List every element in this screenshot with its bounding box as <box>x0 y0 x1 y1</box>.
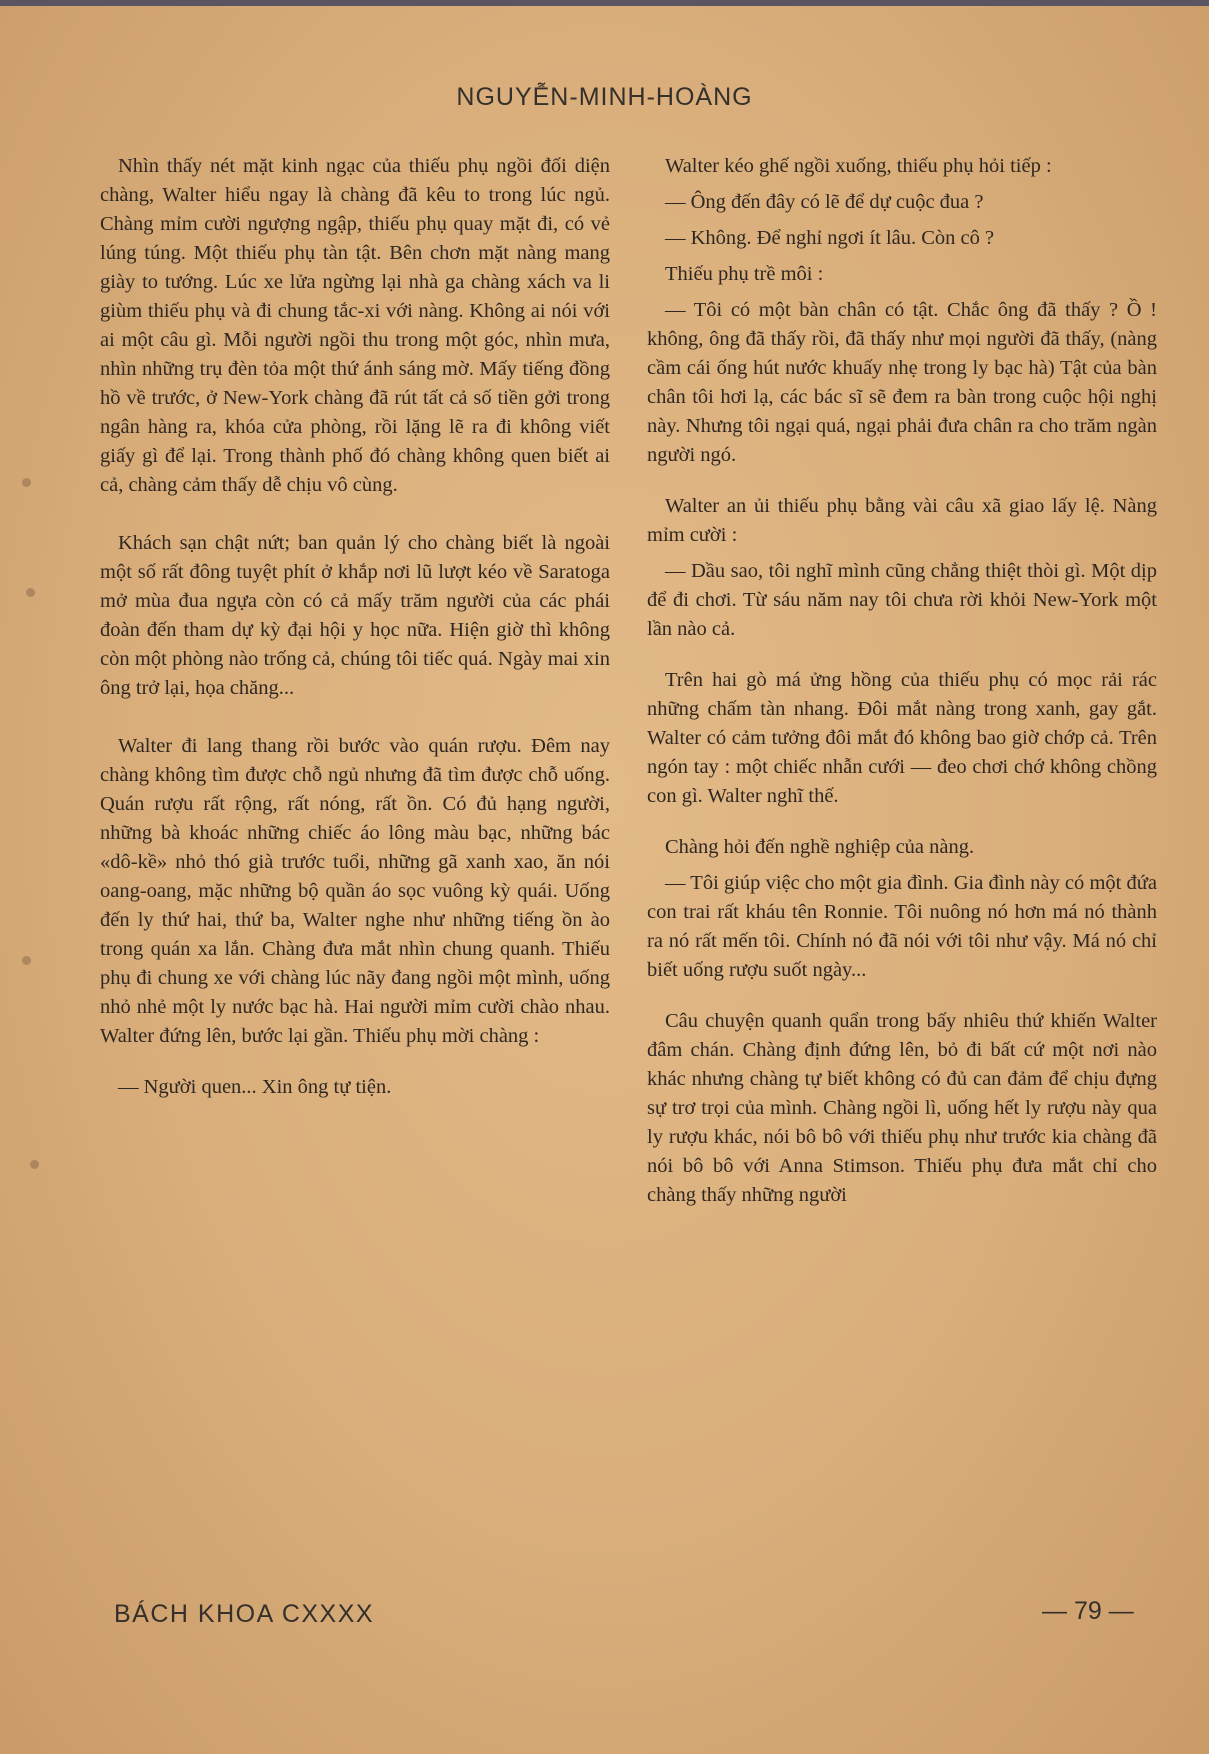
binding-hole <box>22 478 31 487</box>
binding-hole <box>30 1160 39 1169</box>
paragraph: Thiếu phụ trề môi : <box>665 263 824 285</box>
dialogue-line: — Người quen... Xin ông tự tiện. <box>118 1076 392 1098</box>
paragraph: Câu chuyện quanh quẩn trong bấy nhiêu thứ khiến Walter đâm chán. Chàng định đứng lên, bỏ đi bất cứ một nơi nào khác nhưng chàng tự biết không có đủ can đảm để chịu đựng sự trơ trọi của mình. Chàng ngồi lì, uống hết ly rượu này qua ly rượu khác, nói bô bô với thiếu phụ như trước kia chàng đã nói bô bô với Anna Stimson. Thiếu phụ đưa mắt chỉ cho chàng thấy những người <box>647 1010 1157 1206</box>
paragraph: Walter an ủi thiếu phụ bằng vài câu xã giao lấy lệ. Nàng mỉm cười : <box>647 495 1157 546</box>
right-column <box>647 152 1157 1239</box>
paragraph: Walter kéo ghế ngồi xuống, thiếu phụ hỏi tiếp : <box>665 155 1052 177</box>
paragraph: Nhìn thấy nét mặt kinh ngạc của thiếu phụ ngồi đối diện chàng, Walter hiểu ngay là chàng đã kêu to trong lúc ngủ. Chàng mỉm cười ngượng ngập, thiếu phụ quay mặt đi, có vẻ lúng túng. Một thiếu phụ tàn tật. Bên chơn mặt nàng mang giày to tướng. Lúc xe lửa ngừng lại nhà ga chàng xách va li giùm thiếu phụ và đi chung tắc-xi với nàng. Không ai nói với ai một câu gì. Mỗi người ngồi thu trong một góc, nhìn mưa, nhìn những trụ đèn tỏa một thứ ánh sáng mờ. Mấy tiếng đồng hồ về trước, ở New-York chàng đã rút tất cả số tiền gởi trong ngân hàng ra, khóa cửa phòng, rồi lặng lẽ ra đi không viết giấy gì để lại. Trong thành phố đó chàng không quen biết ai cả, chàng cảm thấy dễ chịu vô cùng. <box>100 155 610 496</box>
dialogue-line: — Tôi có một bàn chân có tật. Chắc ông đã thấy ? Ồ ! không, ông đã thấy rồi, đã thấy như mọi người đã thấy, (nàng cầm cái ống hút nước khuấy nhẹ trong ly bạc hà) Tật của bàn chân tôi hơi lạ, các bác sĩ sẽ đem ra bàn trong cuộc hội nghị này. Nhưng tôi ngại quá, ngại phải đưa chân ra cho trăm ngàn người ngó. <box>647 299 1157 466</box>
paragraph: Walter đi lang thang rồi bước vào quán rượu. Đêm nay chàng không tìm được chỗ ngủ nhưng đã tìm được chỗ uống. Quán rượu rất rộng, rất nóng, rất ồn. Có đủ hạng người, những bà khoác những chiếc áo lông màu bạc, những bác «dô-kề» nhỏ thó già trước tuổi, những gã xanh xao, ăn nói oang-oang, mặc những bộ quần áo sọc vuông kỳ quái. Uống đến ly thứ hai, thứ ba, Walter nghe như những tiếng ồn ào trong quán xa lắn. Chàng đưa mắt nhìn chung quanh. Thiếu phụ đi chung xe với chàng lúc nãy đang ngồi một mình, uống nhỏ nhẻ một ly nước bạc hà. Hai người mỉm cười chào nhau. Walter đứng lên, bước lại gần. Thiếu phụ mời chàng : <box>100 735 610 1047</box>
dialogue-line: — Ông đến đây có lẽ để dự cuộc đua ? <box>665 191 984 213</box>
dialogue-line: — Không. Để nghỉ ngơi ít lâu. Còn cô ? <box>665 227 995 249</box>
page-number: — 79 — <box>1042 1597 1134 1625</box>
paragraph: Trên hai gò má ửng hồng của thiếu phụ có mọc rải rác những chấm tàn nhang. Đôi mắt nàng trong xanh, gay gắt. Walter có cảm tưởng đôi mắt đó không bao giờ chớp cả. Trên ngón tay : một chiếc nhẫn cưới — đeo chơi chớ không chồng con gì. Walter nghĩ thế. <box>647 669 1157 807</box>
left-column <box>100 152 610 1131</box>
dialogue-line: — Tôi giúp việc cho một gia đình. Gia đình này có một đứa con trai rất kháu tên Ronnie. Tôi nuông nó hơn má nó thành ra nó rất mến tôi. Chính nó đã nói với tôi như vậy. Má nó chỉ biết uống rượu suốt ngày... <box>647 872 1157 981</box>
dialogue-line: — Dầu sao, tôi nghĩ mình cũng chẳng thiệt thòi gì. Một dịp để đi chơi. Từ sáu năm nay tôi chưa rời khỏi New-York một lần nào cả. <box>647 560 1157 640</box>
page-header-author: NGUYỄN-MINH-HOÀNG <box>456 83 753 111</box>
paragraph: Chàng hỏi đến nghề nghiệp của nàng. <box>665 836 975 858</box>
binding-hole <box>26 588 35 597</box>
binding-hole <box>22 956 31 965</box>
paragraph: Khách sạn chật nứt; ban quản lý cho chàng biết là ngoài một số rất đông tuyệt phít ở khắp nơi lũ lượt kéo về Saratoga mở mùa đua ngựa còn có cả mấy trăm người của các phái đoàn đến tham dự kỳ đại hội y học nữa. Hiện giờ thì không còn một phòng nào trống cả, chúng tôi tiếc quá. Ngày mai xin ông trở lại, họa chăng... <box>100 532 610 699</box>
publication-title: BÁCH KHOA CXXXX <box>114 1600 375 1628</box>
page-top-edge <box>0 0 1209 6</box>
